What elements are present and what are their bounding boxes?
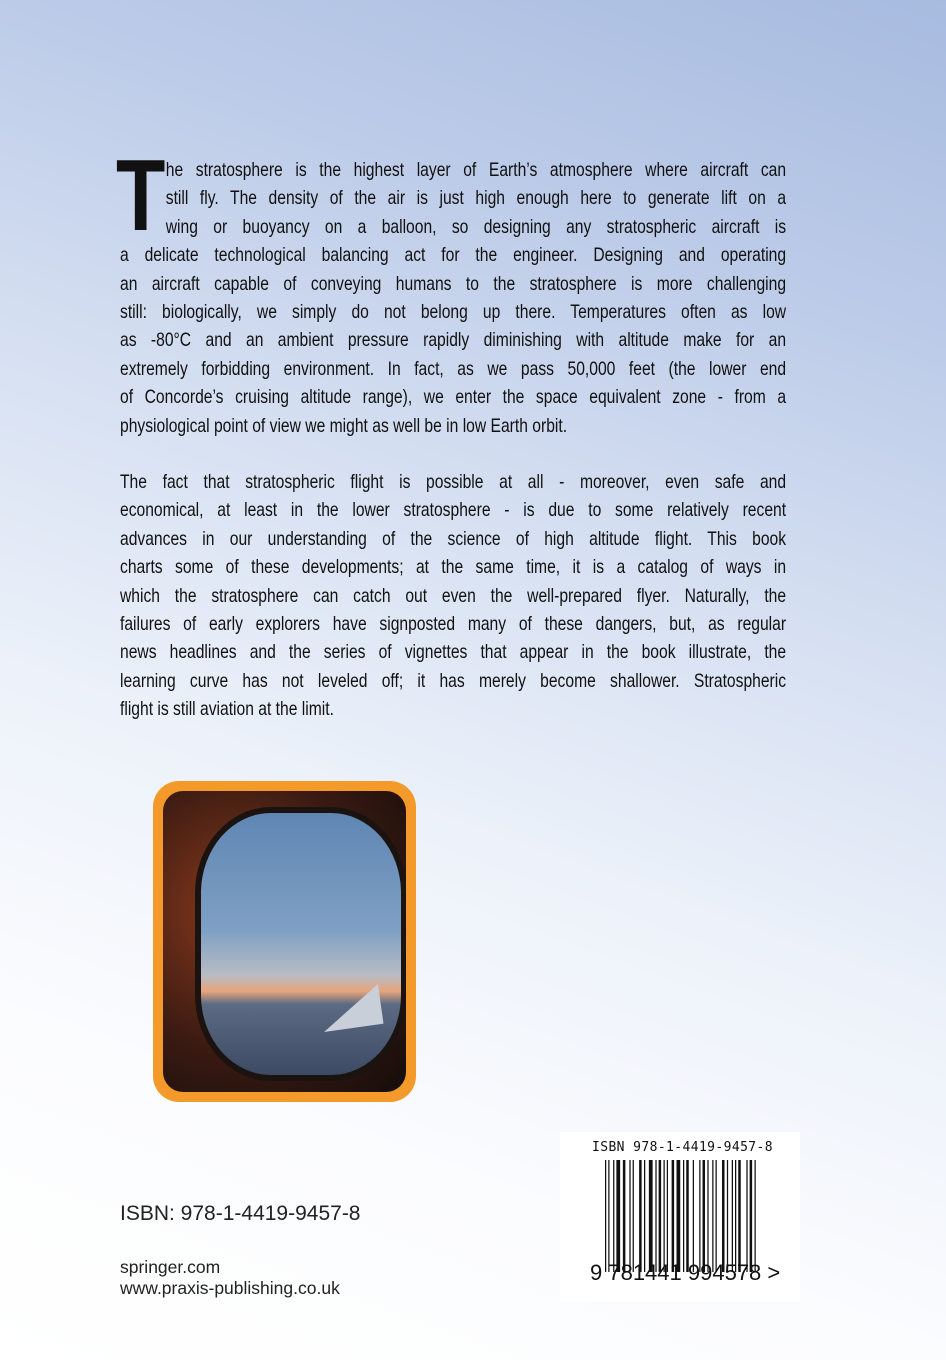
barcode-bar [755,1160,756,1272]
blurb-line: a delicate technological balancing act for the engineer. Designing and operating [120,244,787,267]
barcode-bar [707,1160,708,1272]
blurb-line: extremely forbidding environment. In fact, as we pass 50,000 feet (the lower end [120,357,787,380]
barcode-bar [649,1160,653,1272]
barcode-bar [644,1160,645,1272]
barcode-bar [629,1160,630,1272]
barcode-bar [639,1160,642,1272]
barcode-bar [699,1160,700,1272]
blurb-line: economical, at least in the lower stratosphere - is due to some relatively recent [120,499,787,522]
window-pane-sky [201,813,401,1075]
blurb-line: news headlines and the series of vignettes that appear in the book illustrate, the [120,641,787,664]
barcode-bar [616,1160,620,1272]
blurb-line: flight is still aviation at the limit. [120,698,334,721]
springer-url: springer.com [120,1257,221,1277]
blurb-line: physiological point of view we might as well be in low Earth orbit. [120,414,568,437]
barcode-bar [746,1160,747,1272]
barcode-bar [659,1160,662,1272]
barcode-bar [693,1160,694,1272]
barcode-bar [712,1160,713,1272]
barcode-bar [672,1160,675,1272]
barcode-bar [750,1160,753,1272]
barcode-bar [655,1160,656,1272]
blurb-line: The fact that stratospheric flight is possible at all - moreover, even safe and [120,471,787,493]
barcode-bar [677,1160,681,1272]
barcode-bar [633,1160,634,1272]
barcode-digits: 9 781441 994578 > [590,1260,781,1285]
barcode-bar [727,1160,728,1272]
barcode-bar [667,1160,668,1272]
blurb-line: failures of early explorers have signposted many of these dangers, but, as regular [120,612,787,635]
blurb-line: of Concorde’s cruising altitude range), we enter the space equivalent zone - from a [120,386,787,409]
barcode-bar [623,1160,626,1272]
praxis-url: www.praxis-publishing.co.uk [120,1278,340,1298]
blurb-line: wing or buoyancy on a balloon, so designing any stratospheric aircraft is [165,215,787,238]
barcode-bar [664,1160,665,1272]
blurb-line: as -80°C and an ambient pressure rapidly diminishing with altitude make for an [120,329,787,352]
blurb-line: still fly. The density of the air is just high enough here to generate lift on a [165,187,787,210]
blurb-paragraph-1 [120,156,786,440]
barcode-bar [738,1160,741,1272]
isbn-barcode [560,1132,800,1302]
barcode-bar [683,1160,684,1272]
airplane-window-photo [153,781,416,1102]
drop-cap: T [116,140,166,252]
barcode-bar [703,1160,706,1272]
blurb-line: which the stratosphere can catch out even the well-prepared flyer. Naturally, the [120,584,787,607]
window-cabin-wall [163,791,406,1092]
aircraft-wing [319,984,384,1032]
barcode-bar [722,1160,725,1272]
blurb-line: charts some of these developments; at the same time, it is a catalog of ways in [120,556,787,579]
barcode-bars [605,1160,765,1272]
barcode-bar [732,1160,733,1272]
blurb-line: still: biologically, we simply do not belong up there. Temperatures often as low [120,300,787,323]
blurb-line: learning curve has not leveled off; it has merely become shallower. Stratospheric [120,669,787,692]
barcode-bar [735,1160,736,1272]
barcode-bar [605,1160,606,1272]
blurb-line: an aircraft capable of conveying humans to the stratosphere is more challenging [120,272,787,295]
barcode-bar [608,1160,609,1272]
barcode-isbn-label: ISBN 978-1-4419-9457-8 [592,1140,773,1155]
blurb-line: advances in our understanding of the science of high altitude flight. This book [120,527,787,550]
barcode-bar [716,1160,717,1272]
blurb-paragraph-2 [120,468,786,724]
blurb-line: he stratosphere is the highest layer of Earth’s atmosphere where aircraft can [165,159,787,181]
barcode-bar [686,1160,689,1272]
isbn-text: ISBN: 978-1-4419-9457-8 [120,1202,361,1225]
barcode-bar [613,1160,614,1272]
